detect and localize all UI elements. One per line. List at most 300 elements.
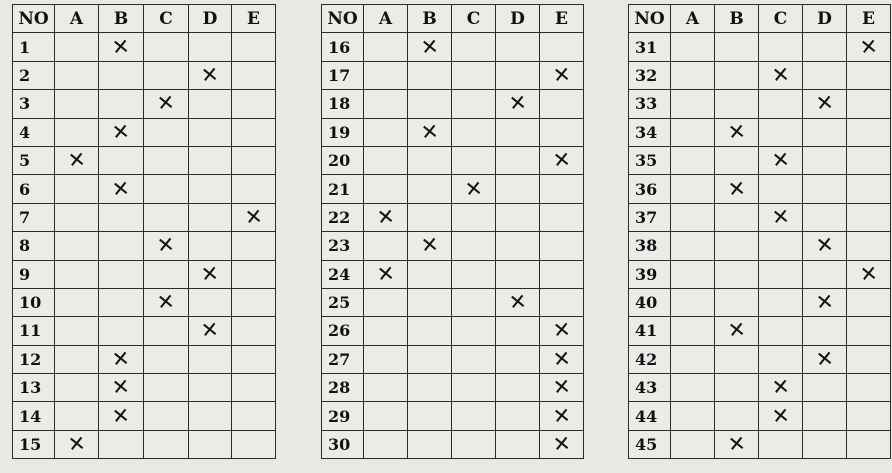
answer-cell-d bbox=[189, 288, 232, 316]
answer-cell-e bbox=[540, 260, 584, 288]
answer-cell-e bbox=[847, 232, 891, 260]
cross-mark-icon: ✕ bbox=[155, 289, 176, 315]
cross-mark-icon: ✕ bbox=[66, 431, 87, 457]
answer-cell-a bbox=[55, 232, 99, 260]
answer-cell-d bbox=[189, 402, 232, 430]
answer-cell-e bbox=[540, 288, 584, 316]
answer-cell-d bbox=[803, 260, 847, 288]
answer-cell-d bbox=[189, 345, 232, 373]
answer-cell-c bbox=[144, 260, 189, 288]
header-a: A bbox=[671, 5, 715, 33]
answer-cell-d bbox=[189, 374, 232, 402]
answer-cell-d bbox=[189, 317, 232, 345]
answer-cell-d bbox=[803, 374, 847, 402]
answer-cell-d bbox=[803, 232, 847, 260]
cross-mark-icon: ✕ bbox=[155, 90, 176, 117]
question-number: 19 bbox=[322, 118, 364, 146]
cross-mark-icon: ✕ bbox=[375, 260, 396, 287]
answer-row bbox=[322, 345, 584, 373]
cross-mark-icon: ✕ bbox=[726, 317, 747, 344]
answer-cell-c bbox=[452, 317, 496, 345]
answer-cell-c bbox=[759, 345, 803, 373]
answer-cell-d bbox=[496, 260, 540, 288]
answer-cell-a bbox=[55, 146, 99, 174]
answer-cell-c bbox=[759, 175, 803, 203]
cross-mark-icon: ✕ bbox=[726, 175, 747, 202]
answer-cell-d bbox=[496, 175, 540, 203]
answer-cell-c bbox=[144, 90, 189, 118]
answer-cell-e bbox=[232, 402, 276, 430]
answer-cell-e bbox=[847, 288, 891, 316]
question-number: 15 bbox=[13, 430, 55, 458]
cross-mark-icon: ✕ bbox=[419, 33, 440, 60]
answer-row bbox=[629, 288, 891, 316]
answer-table-3 bbox=[628, 4, 891, 459]
answer-cell-a bbox=[55, 90, 99, 118]
cross-mark-icon: ✕ bbox=[551, 431, 572, 457]
answer-cell-e bbox=[847, 317, 891, 345]
header-a: A bbox=[55, 5, 99, 33]
answer-cell-a bbox=[55, 288, 99, 316]
answer-cell-a bbox=[55, 345, 99, 373]
cross-mark-icon: ✕ bbox=[110, 402, 131, 429]
question-number: 37 bbox=[629, 203, 671, 231]
answer-row bbox=[629, 232, 891, 260]
answer-cell-d bbox=[496, 374, 540, 402]
answer-cell-d bbox=[496, 61, 540, 89]
answer-cell-b bbox=[408, 146, 452, 174]
answer-cell-d bbox=[496, 146, 540, 174]
answer-cell-b bbox=[715, 90, 759, 118]
answer-cell-d bbox=[803, 430, 847, 458]
answer-cell-c bbox=[144, 61, 189, 89]
answer-row bbox=[629, 61, 891, 89]
answer-row bbox=[13, 232, 276, 260]
answer-cell-c bbox=[759, 317, 803, 345]
cross-mark-icon: ✕ bbox=[551, 62, 572, 88]
question-number: 21 bbox=[322, 175, 364, 203]
header-b: B bbox=[408, 5, 452, 33]
answer-cell-e bbox=[540, 374, 584, 402]
answer-cell-a bbox=[671, 288, 715, 316]
question-number: 1 bbox=[13, 33, 55, 61]
answer-cell-c bbox=[759, 90, 803, 118]
answer-row bbox=[629, 374, 891, 402]
answer-cell-c bbox=[452, 175, 496, 203]
answer-cell-d bbox=[496, 345, 540, 373]
answer-cell-c bbox=[144, 374, 189, 402]
cross-mark-icon: ✕ bbox=[110, 374, 131, 401]
answer-cell-b bbox=[408, 345, 452, 373]
answer-cell-a bbox=[671, 146, 715, 174]
answer-row bbox=[629, 175, 891, 203]
question-number: 35 bbox=[629, 146, 671, 174]
answer-cell-d bbox=[496, 118, 540, 146]
answer-cell-a bbox=[364, 175, 408, 203]
question-number: 6 bbox=[13, 175, 55, 203]
answer-row bbox=[322, 288, 584, 316]
answer-cell-e bbox=[232, 345, 276, 373]
answer-cell-c bbox=[759, 374, 803, 402]
answer-cell-e bbox=[540, 345, 584, 373]
cross-mark-icon: ✕ bbox=[110, 346, 131, 372]
header-no: NO bbox=[322, 5, 364, 33]
answer-cell-a bbox=[671, 317, 715, 345]
answer-cell-a bbox=[55, 374, 99, 402]
answer-row bbox=[13, 118, 276, 146]
cross-mark-icon: ✕ bbox=[375, 204, 396, 230]
answer-row bbox=[322, 317, 584, 345]
answer-cell-a bbox=[55, 203, 99, 231]
answer-cell-b bbox=[408, 317, 452, 345]
answer-cell-c bbox=[452, 430, 496, 458]
answer-cell-d bbox=[189, 61, 232, 89]
header-e: E bbox=[847, 5, 891, 33]
answer-cell-e bbox=[232, 203, 276, 231]
answer-cell-c bbox=[452, 90, 496, 118]
answer-cell-d bbox=[803, 203, 847, 231]
question-number: 36 bbox=[629, 175, 671, 203]
question-number: 3 bbox=[13, 90, 55, 118]
answer-cell-e bbox=[232, 374, 276, 402]
cross-mark-icon: ✕ bbox=[858, 260, 879, 287]
cross-mark-icon: ✕ bbox=[551, 402, 572, 429]
answer-row bbox=[13, 203, 276, 231]
cross-mark-icon: ✕ bbox=[199, 317, 220, 344]
cross-mark-icon: ✕ bbox=[551, 147, 572, 173]
answer-cell-c bbox=[144, 402, 189, 430]
answer-row bbox=[13, 175, 276, 203]
answer-cell-a bbox=[671, 345, 715, 373]
cross-mark-icon: ✕ bbox=[770, 402, 791, 429]
answer-cell-b bbox=[408, 374, 452, 402]
answer-cell-d bbox=[496, 90, 540, 118]
header-e: E bbox=[540, 5, 584, 33]
answer-cell-d bbox=[803, 33, 847, 61]
answer-cell-b bbox=[408, 402, 452, 430]
question-number: 25 bbox=[322, 288, 364, 316]
answer-cell-b bbox=[99, 90, 144, 118]
header-a: A bbox=[364, 5, 408, 33]
question-number: 42 bbox=[629, 345, 671, 373]
answer-cell-c bbox=[759, 260, 803, 288]
answer-cell-b bbox=[408, 90, 452, 118]
header-d: D bbox=[189, 5, 232, 33]
answer-cell-c bbox=[452, 118, 496, 146]
answer-row bbox=[629, 203, 891, 231]
cross-mark-icon: ✕ bbox=[814, 289, 835, 315]
answer-cell-a bbox=[55, 61, 99, 89]
answer-row bbox=[13, 374, 276, 402]
answer-row bbox=[13, 61, 276, 89]
question-number: 12 bbox=[13, 345, 55, 373]
answer-cell-a bbox=[364, 118, 408, 146]
question-number: 10 bbox=[13, 288, 55, 316]
answer-table-2 bbox=[321, 4, 584, 459]
answer-cell-d bbox=[803, 317, 847, 345]
answer-row bbox=[13, 288, 276, 316]
answer-cell-c bbox=[452, 232, 496, 260]
answer-cell-d bbox=[496, 203, 540, 231]
answer-cell-b bbox=[715, 33, 759, 61]
answer-cell-e bbox=[847, 402, 891, 430]
answer-cell-c bbox=[452, 203, 496, 231]
answer-cell-a bbox=[364, 374, 408, 402]
answer-cell-d bbox=[189, 146, 232, 174]
answer-cell-e bbox=[232, 317, 276, 345]
answer-cell-c bbox=[144, 430, 189, 458]
answer-row bbox=[629, 345, 891, 373]
answer-cell-d bbox=[803, 175, 847, 203]
question-number: 14 bbox=[13, 402, 55, 430]
answer-cell-b bbox=[715, 232, 759, 260]
header-no: NO bbox=[13, 5, 55, 33]
answer-row bbox=[629, 430, 891, 458]
answer-cell-b bbox=[715, 61, 759, 89]
answer-cell-c bbox=[144, 345, 189, 373]
answer-cell-a bbox=[364, 146, 408, 174]
header-b: B bbox=[99, 5, 144, 33]
answer-cell-b bbox=[715, 260, 759, 288]
answer-row bbox=[322, 175, 584, 203]
cross-mark-icon: ✕ bbox=[726, 118, 747, 145]
answer-cell-e bbox=[540, 61, 584, 89]
answer-cell-c bbox=[759, 402, 803, 430]
answer-cell-e bbox=[847, 33, 891, 61]
header-c: C bbox=[144, 5, 189, 33]
answer-row bbox=[322, 402, 584, 430]
cross-mark-icon: ✕ bbox=[858, 33, 879, 60]
question-number: 41 bbox=[629, 317, 671, 345]
cross-mark-icon: ✕ bbox=[199, 62, 220, 88]
question-number: 18 bbox=[322, 90, 364, 118]
answer-cell-e bbox=[540, 317, 584, 345]
cross-mark-icon: ✕ bbox=[770, 62, 791, 88]
answer-row bbox=[13, 317, 276, 345]
answer-cell-e bbox=[847, 118, 891, 146]
answer-cell-b bbox=[99, 232, 144, 260]
answer-cell-d bbox=[189, 203, 232, 231]
question-number: 5 bbox=[13, 146, 55, 174]
answer-cell-e bbox=[540, 430, 584, 458]
cross-mark-icon: ✕ bbox=[110, 175, 131, 202]
answer-cell-e bbox=[847, 61, 891, 89]
answer-cell-e bbox=[847, 175, 891, 203]
answer-cell-c bbox=[759, 146, 803, 174]
answer-row bbox=[629, 402, 891, 430]
answer-cell-b bbox=[99, 317, 144, 345]
answer-row bbox=[13, 90, 276, 118]
question-number: 31 bbox=[629, 33, 671, 61]
answer-cell-b bbox=[99, 260, 144, 288]
question-number: 4 bbox=[13, 118, 55, 146]
answer-cell-b bbox=[408, 118, 452, 146]
header-c: C bbox=[759, 5, 803, 33]
answer-cell-d bbox=[496, 430, 540, 458]
answer-cell-b bbox=[99, 430, 144, 458]
answer-cell-b bbox=[408, 33, 452, 61]
answer-cell-d bbox=[803, 61, 847, 89]
answer-cell-b bbox=[715, 175, 759, 203]
answer-cell-b bbox=[408, 232, 452, 260]
header-c: C bbox=[452, 5, 496, 33]
question-number: 8 bbox=[13, 232, 55, 260]
answer-cell-e bbox=[232, 33, 276, 61]
answer-cell-e bbox=[540, 146, 584, 174]
answer-cell-a bbox=[671, 402, 715, 430]
answer-cell-b bbox=[99, 288, 144, 316]
answer-cell-b bbox=[715, 430, 759, 458]
answer-cell-a bbox=[671, 33, 715, 61]
answer-cell-c bbox=[452, 33, 496, 61]
answer-cell-c bbox=[759, 430, 803, 458]
question-number: 24 bbox=[322, 260, 364, 288]
question-number: 16 bbox=[322, 33, 364, 61]
answer-cell-e bbox=[232, 260, 276, 288]
answer-cell-a bbox=[364, 317, 408, 345]
answer-row bbox=[322, 146, 584, 174]
cross-mark-icon: ✕ bbox=[110, 33, 131, 60]
question-number: 29 bbox=[322, 402, 364, 430]
answer-cell-a bbox=[671, 430, 715, 458]
cross-mark-icon: ✕ bbox=[463, 175, 484, 202]
cross-mark-icon: ✕ bbox=[507, 90, 528, 117]
answer-cell-d bbox=[803, 90, 847, 118]
answer-cell-e bbox=[847, 260, 891, 288]
answer-cell-b bbox=[715, 288, 759, 316]
cross-mark-icon: ✕ bbox=[419, 118, 440, 145]
answer-cell-c bbox=[144, 203, 189, 231]
cross-mark-icon: ✕ bbox=[110, 118, 131, 145]
cross-mark-icon: ✕ bbox=[199, 260, 220, 287]
answer-cell-b bbox=[715, 402, 759, 430]
answer-cell-a bbox=[671, 203, 715, 231]
answer-cell-b bbox=[99, 33, 144, 61]
answer-cell-b bbox=[715, 317, 759, 345]
answer-cell-d bbox=[496, 402, 540, 430]
answer-cell-c bbox=[452, 61, 496, 89]
answer-cell-d bbox=[803, 288, 847, 316]
answer-cell-a bbox=[55, 260, 99, 288]
cross-mark-icon: ✕ bbox=[551, 374, 572, 401]
answer-cell-a bbox=[55, 402, 99, 430]
cross-mark-icon: ✕ bbox=[814, 232, 835, 259]
answer-row bbox=[629, 118, 891, 146]
cross-mark-icon: ✕ bbox=[726, 431, 747, 457]
answer-cell-d bbox=[189, 430, 232, 458]
answer-cell-a bbox=[364, 33, 408, 61]
answer-row bbox=[322, 203, 584, 231]
answer-cell-e bbox=[232, 232, 276, 260]
answer-cell-a bbox=[364, 345, 408, 373]
answer-cell-b bbox=[99, 374, 144, 402]
cross-mark-icon: ✕ bbox=[814, 90, 835, 117]
answer-cell-c bbox=[452, 374, 496, 402]
answer-cell-c bbox=[144, 118, 189, 146]
question-number: 40 bbox=[629, 288, 671, 316]
question-number: 23 bbox=[322, 232, 364, 260]
header-d: D bbox=[803, 5, 847, 33]
header-b: B bbox=[715, 5, 759, 33]
answer-cell-a bbox=[364, 288, 408, 316]
answer-row bbox=[322, 61, 584, 89]
answer-cell-a bbox=[671, 175, 715, 203]
answer-cell-c bbox=[144, 33, 189, 61]
answer-row bbox=[322, 260, 584, 288]
question-number: 38 bbox=[629, 232, 671, 260]
answer-cell-b bbox=[715, 203, 759, 231]
answer-cell-d bbox=[189, 33, 232, 61]
question-number: 7 bbox=[13, 203, 55, 231]
answer-cell-a bbox=[671, 232, 715, 260]
answer-cell-a bbox=[364, 203, 408, 231]
answer-cell-d bbox=[496, 232, 540, 260]
answer-row bbox=[629, 260, 891, 288]
answer-row bbox=[322, 33, 584, 61]
answer-cell-e bbox=[540, 232, 584, 260]
answer-cell-c bbox=[759, 33, 803, 61]
header-no: NO bbox=[629, 5, 671, 33]
answer-cell-d bbox=[189, 260, 232, 288]
question-number: 22 bbox=[322, 203, 364, 231]
answer-cell-b bbox=[99, 146, 144, 174]
answer-cell-e bbox=[232, 430, 276, 458]
answer-table-1 bbox=[12, 4, 276, 459]
answer-cell-c bbox=[759, 288, 803, 316]
answer-cell-c bbox=[144, 317, 189, 345]
answer-cell-e bbox=[232, 118, 276, 146]
answer-cell-a bbox=[55, 118, 99, 146]
answer-cell-a bbox=[671, 118, 715, 146]
answer-cell-e bbox=[232, 288, 276, 316]
answer-cell-e bbox=[232, 146, 276, 174]
answer-cell-e bbox=[847, 374, 891, 402]
answer-cell-e bbox=[540, 90, 584, 118]
answer-row bbox=[629, 90, 891, 118]
answer-cell-b bbox=[715, 146, 759, 174]
answer-cell-d bbox=[496, 33, 540, 61]
cross-mark-icon: ✕ bbox=[770, 204, 791, 230]
answer-cell-b bbox=[715, 118, 759, 146]
question-number: 33 bbox=[629, 90, 671, 118]
answer-row bbox=[13, 33, 276, 61]
answer-cell-d bbox=[189, 118, 232, 146]
header-row bbox=[13, 5, 276, 33]
answer-cell-c bbox=[759, 61, 803, 89]
answer-cell-c bbox=[452, 402, 496, 430]
answer-row bbox=[629, 33, 891, 61]
cross-mark-icon: ✕ bbox=[814, 346, 835, 372]
answer-row bbox=[322, 374, 584, 402]
answer-cell-c bbox=[759, 232, 803, 260]
question-number: 39 bbox=[629, 260, 671, 288]
answer-cell-a bbox=[364, 232, 408, 260]
answer-cell-e bbox=[540, 118, 584, 146]
cross-mark-icon: ✕ bbox=[419, 232, 440, 259]
answer-cell-e bbox=[540, 175, 584, 203]
answer-cell-c bbox=[452, 345, 496, 373]
cross-mark-icon: ✕ bbox=[155, 232, 176, 259]
answer-cell-c bbox=[759, 118, 803, 146]
question-number: 27 bbox=[322, 345, 364, 373]
answer-cell-b bbox=[99, 118, 144, 146]
answer-row bbox=[322, 232, 584, 260]
cross-mark-icon: ✕ bbox=[507, 289, 528, 315]
answer-cell-c bbox=[144, 232, 189, 260]
question-number: 43 bbox=[629, 374, 671, 402]
answer-cell-d bbox=[189, 175, 232, 203]
question-number: 9 bbox=[13, 260, 55, 288]
